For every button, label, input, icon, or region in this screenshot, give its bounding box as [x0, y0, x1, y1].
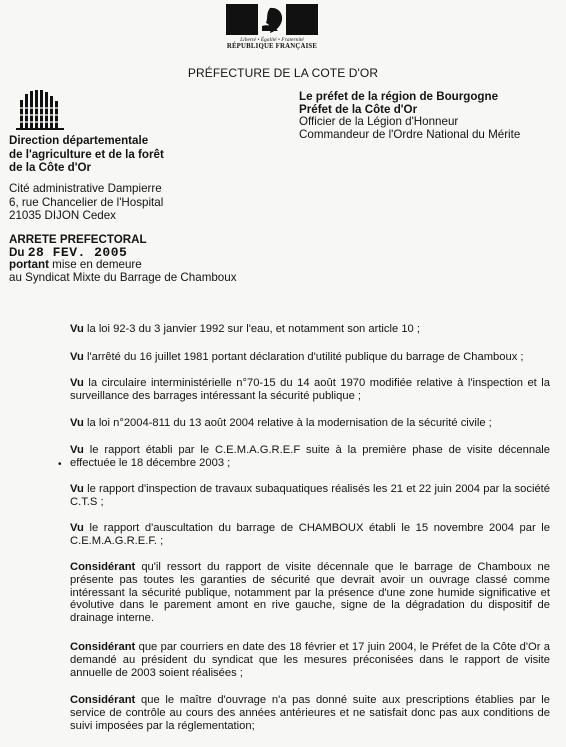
visa-paragraph: [70, 351, 550, 364]
address-line: Cité administrative Dampierre: [9, 182, 162, 195]
para-text: le rapport établi par le C.E.M.A.G.R.E.F suite à la première phase de visite décennale effectuée le 18 décembre 2003 ;: [70, 444, 551, 469]
republique-francaise: RÉPUBLIQUE FRANÇAISE: [226, 43, 318, 50]
para-text: la loi n°2004-811 du 13 août 2004 relative à la modernisation de la sécurité civile ;: [87, 417, 492, 429]
arrete-heading: [9, 234, 237, 284]
considerant-paragraph: [70, 694, 550, 732]
republique-logo: [226, 4, 318, 56]
para-lead: Considérant: [70, 641, 136, 653]
visa-paragraph: [70, 522, 550, 548]
prefet-line: Officier de la Légion d'Honneur: [299, 115, 459, 128]
para-text: le rapport d'auscultation du barrage de CHAMBOUX établi le 15 novembre 2004 par le C.E.M.A.G.R.E.F. ;: [70, 522, 550, 547]
marianne-logo-icon: [226, 4, 318, 35]
visa-paragraph: [70, 323, 550, 336]
prefecture-title: PRÉFECTURE DE LA COTE D'OR: [187, 66, 379, 80]
para-lead: Vu: [70, 522, 84, 534]
arrete-title: ARRETE PREFECTORAL: [9, 233, 147, 246]
du-label: Du: [9, 245, 25, 259]
para-text: que par courriers en date des 18 février et 17 juin 2004, le Préfet de la Côte d'Or a demandé au président du syndicat que les mesures préconisées dans le rapport de visite annuelle de 2003 soient réalisées ;: [70, 641, 550, 679]
para-text: que le maître d'ouvrage n'a pas donné suite aux prescriptions établies par le service de contrôle au cours des années antérieures et ne satisfait donc pas aux conditions de suivi imposées par la réglementation;: [70, 694, 551, 732]
prefet-line: Le préfet de la région de Bourgogne: [299, 90, 499, 103]
para-text: l'arrêté du 16 juillet 1981 portant déclaration d'utilité publique du barrage de Chamboux ;: [87, 351, 524, 363]
para-lead: Vu: [70, 444, 84, 456]
para-lead: Considérant: [70, 561, 136, 573]
para-text: la loi 92-3 du 3 janvier 1992 sur l'eau, et notamment son article 10 ;: [87, 323, 420, 335]
address-line: 6, rue Chancelier de l'Hospital: [9, 195, 164, 209]
considerant-paragraph: [70, 641, 550, 679]
visa-paragraph: [70, 377, 550, 403]
para-text: qu'il ressort du rapport de visite décennale que le barrage de Chamboux ne présente pas toutes les garanties de sécurité que devrait avoir un ouvrage classé comme intéressant la sécurité publique, notamment par la présence d'une zone humide significative et évolutive dans le parement amont en rive gauche, signe de la dégradation du dispositif de drainage interne.: [70, 561, 550, 625]
para-text: le rapport d'inspection de travaux subaquatiques réalisés les 21 et 22 juin 2004 par la société C.T.S ;: [70, 483, 551, 508]
date-stamp: 28 FEV. 2005: [27, 244, 128, 260]
para-lead: Vu: [70, 377, 84, 389]
prefet-line: Commandeur de l'Ordre National du Mérite: [299, 127, 521, 141]
address-line: 21035 DIJON Cedex: [9, 209, 116, 222]
sender-line: Direction départementale: [9, 134, 149, 147]
portant-label: portant: [9, 258, 49, 272]
sender-direction: [9, 134, 164, 175]
scan-mark: •: [58, 459, 62, 470]
para-lead: Vu: [70, 417, 84, 429]
sender-line: de la Côte d'Or: [9, 161, 91, 174]
arrete-recipient: au Syndicat Mixte du Barrage de Chamboux: [9, 270, 237, 284]
sender-line: de l'agriculture et de la forêt: [9, 147, 164, 161]
motto: Liberté • Égalité • Fraternité: [240, 37, 304, 43]
prefet-line: Préfet de la Côte d'Or: [299, 102, 418, 116]
ministry-emblem-icon: [14, 88, 70, 134]
para-text: la circulaire interministérielle n°70-15 du 14 août 1970 modifiée relative à l'inspection et la surveillance des barrages intéressant la sécurité publique ;: [70, 377, 551, 402]
para-lead: Vu: [70, 483, 84, 495]
para-lead: Considérant: [70, 694, 136, 706]
portant-rest: mise en demeure: [52, 258, 142, 272]
sender-address: [9, 182, 163, 223]
para-lead: Vu: [70, 351, 84, 363]
para-lead: Vu: [70, 323, 84, 335]
arrete-object: [9, 259, 237, 272]
considerant-paragraph: [70, 561, 550, 625]
visa-paragraph: [70, 483, 550, 509]
visa-paragraph: [70, 417, 550, 430]
prefet-titles: [299, 91, 520, 141]
visa-paragraph: [70, 444, 550, 470]
